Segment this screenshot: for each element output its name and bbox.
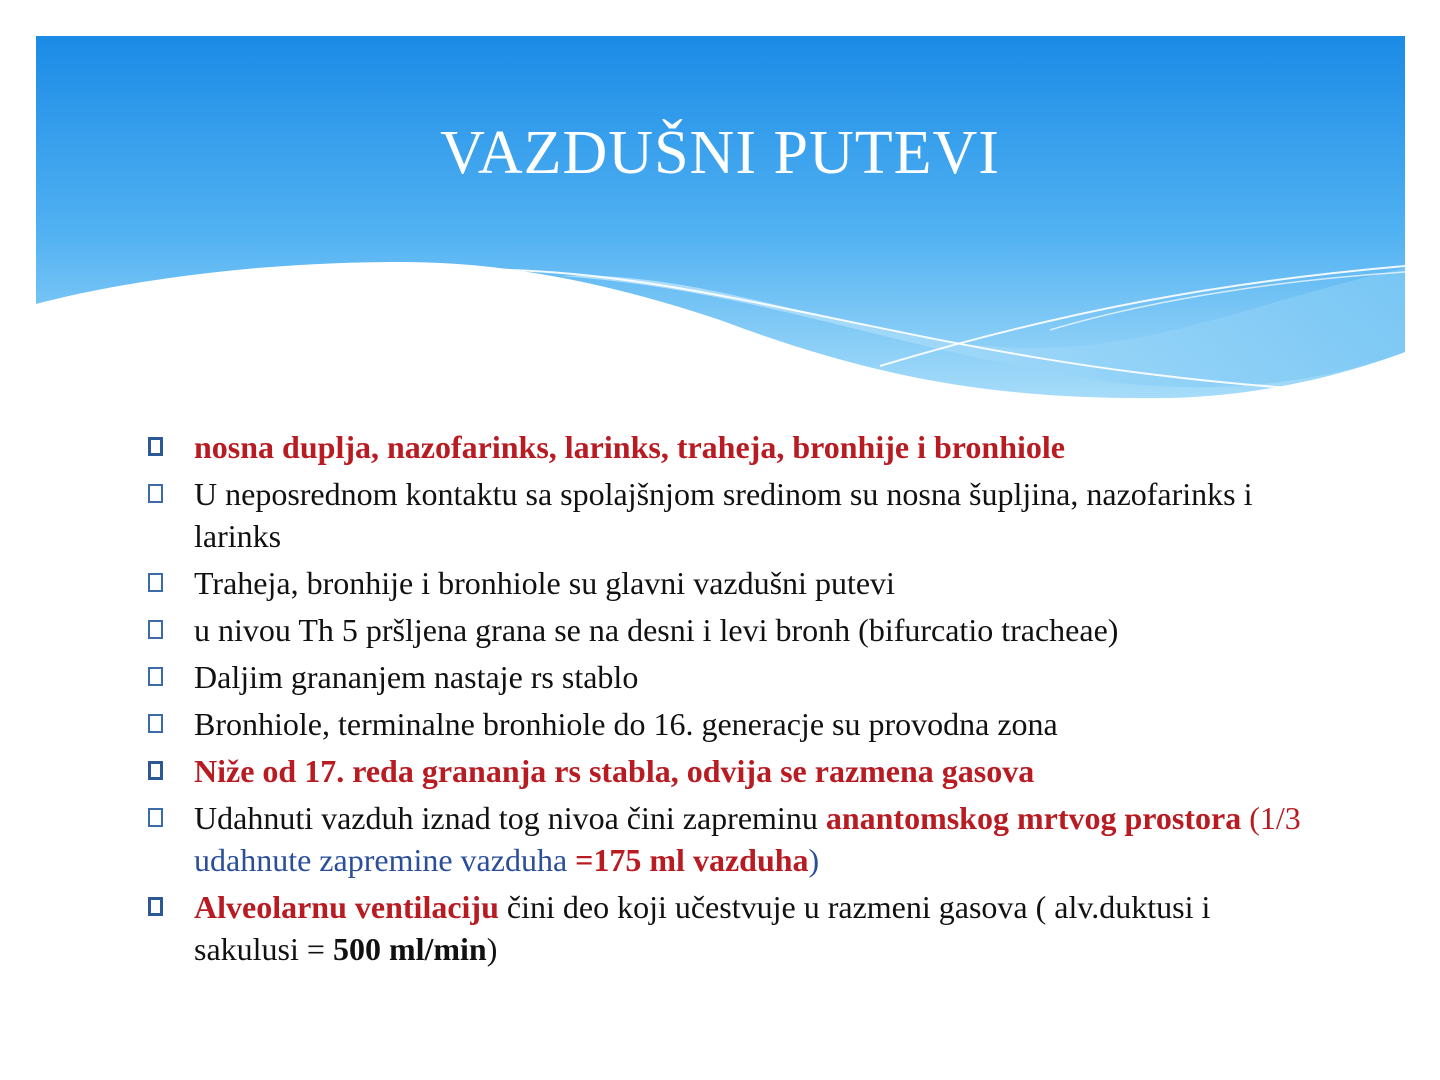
bullet-text-paren-close: )	[808, 842, 820, 878]
bullet-text-emphasis: anantomskog mrtvog prostora	[825, 800, 1242, 836]
list-item	[142, 886, 1322, 970]
bullet-text: u nivou Th 5 pršljena grana se na desni i levi bronh (bifurcatio tracheae)	[194, 612, 1119, 648]
bullet-text-plain: Udahnuti vazduh iznad tog nivoa čini zapreminu	[194, 800, 826, 836]
list-item	[142, 703, 1322, 745]
bullet-text: Daljim grananjem nastaje rs stablo	[194, 659, 639, 695]
slide-title: VAZDUŠNI PUTEVI	[440, 119, 1000, 187]
bullet-text: Niže od 17. reda grananja rs stabla, odvija se razmena gasova	[194, 753, 1035, 789]
square-bullet-icon	[148, 667, 163, 686]
bullet-text-paren-close: )	[486, 931, 498, 967]
bullet-text-emphasis: Alveolarnu ventilaciju	[194, 889, 499, 925]
header-wave-background	[0, 0, 1440, 410]
bullet-text: nosna duplja, nazofarinks, larinks, traheja, bronhije i bronhiole	[194, 429, 1065, 465]
square-bullet-icon	[148, 897, 163, 916]
list-item	[142, 797, 1322, 881]
square-bullet-icon	[148, 714, 163, 733]
list-item	[142, 750, 1322, 792]
square-bullet-icon	[148, 484, 163, 503]
square-bullet-icon	[148, 808, 163, 827]
bullet-list	[142, 426, 1322, 975]
square-bullet-icon	[148, 573, 163, 592]
list-item	[142, 656, 1322, 698]
list-item	[142, 562, 1322, 604]
square-bullet-icon	[148, 620, 163, 639]
bullet-text-plain: čini deo koji učestvuje u razmeni gasova ( alv.duktusi i sakulusi =	[194, 889, 1211, 967]
bullet-text-paren-open: (1/3	[1241, 800, 1301, 836]
list-item	[142, 609, 1322, 651]
bullet-text: Bronhiole, terminalne bronhiole do 16. generacje su provodna zona	[194, 706, 1058, 742]
bullet-text-value: 500 ml/min	[332, 931, 487, 967]
square-bullet-icon	[148, 437, 163, 456]
bullet-text: U neposrednom kontaktu sa spolajšnjom sredinom su nosna šupljina, nazofarinks i larinks	[194, 476, 1253, 554]
list-item	[142, 426, 1322, 468]
square-bullet-icon	[148, 761, 163, 780]
bullet-text: Traheja, bronhije i bronhiole su glavni vazdušni putevi	[194, 565, 895, 601]
list-item	[142, 473, 1322, 557]
bullet-text-value: =175 ml vazduha	[567, 842, 809, 878]
bullet-text-blue: udahnute zapremine vazduha	[194, 842, 568, 878]
